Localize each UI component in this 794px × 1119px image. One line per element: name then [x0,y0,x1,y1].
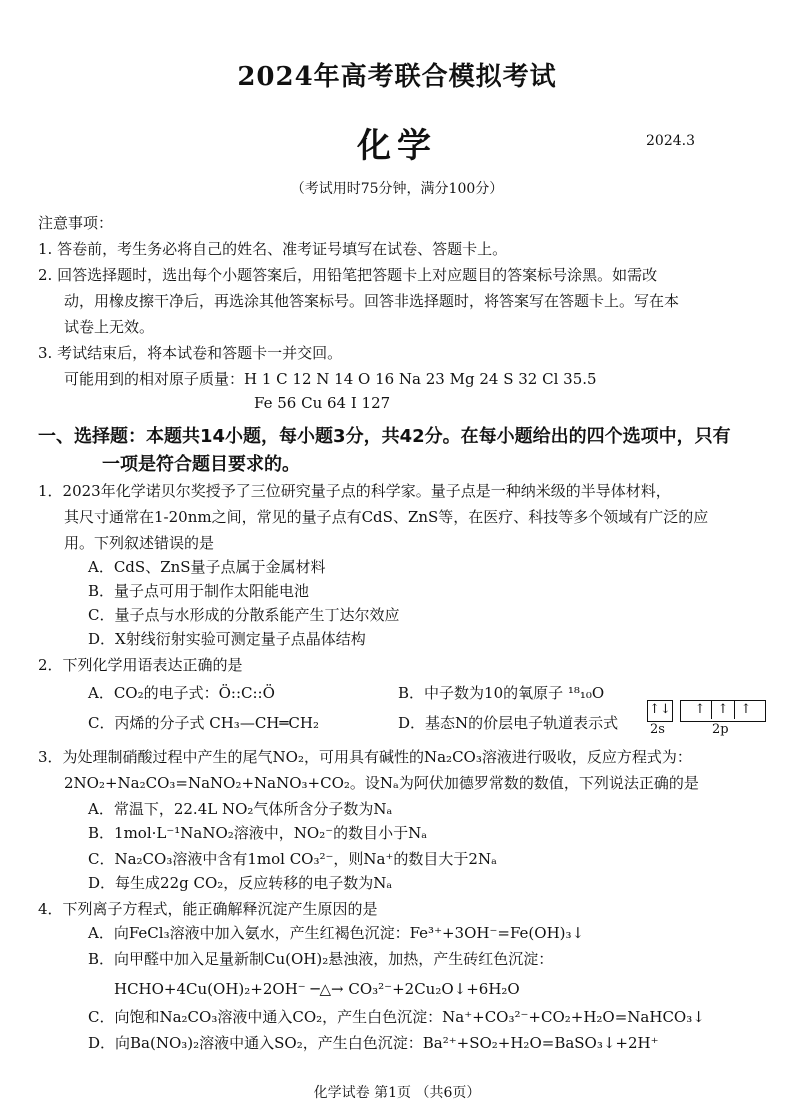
question-3-stem: 2NO₂+Na₂CO₃=NaNO₂+NaNO₃+CO₂。设Nₐ为阿伏加德罗常数的数值，下列说法正确的是 [64,774,699,792]
orbital-2s-electrons: ↑↓ [649,702,671,717]
option-c: C．Na₂CO₃溶液中含有1mol CO₃²⁻，则Na⁺的数目大于2Nₐ [88,850,497,868]
option-b: B．向甲醛中加入足量新制Cu(OH)₂悬浊液，加热，产生砖红色沉淀： [88,950,554,968]
atomic-masses: 可能用到的相对原子质量：H 1 C 12 N 14 O 16 Na 23 Mg 24 S 32 Cl 35.5 [64,370,597,388]
orbital-2s-label: 2s [650,722,665,737]
option-b: B．量子点可用于制作太阳能电池 [88,582,310,600]
note-item: 2. 回答选择题时，选出每个小题答案后，用铅笔把答题卡上对应题目的答案标号涂黑。如需改 [38,266,658,284]
option-b: B．中子数为10的氧原子 ¹⁸₁₀O [398,684,605,702]
orbital-2p-electron: ↑ [689,701,712,719]
option-c: C．量子点与水形成的分散系能产生丁达尔效应 [88,606,400,624]
section-heading: 一项是符合题目要求的。 [102,454,300,475]
equation: HCHO+4Cu(OH)₂+2OH⁻ ─△→ CO₃²⁻+2Cu₂O↓+6H₂O [114,980,520,998]
question-1-stem: 其尺寸通常在1-20nm之间，常见的量子点有CdS、ZnS等，在医疗、科技等多个领域有广泛的应 [64,508,709,526]
option-d: D．每生成22g CO₂，反应转移的电子数为Nₐ [88,874,393,892]
page-footer: 化学试卷 第1页 （共6页） [313,1085,481,1101]
subject-title: 化学 [357,126,437,166]
orbital-2p-box [680,700,766,722]
orbital-2s-box [647,700,673,722]
option-a: A．CO₂的电子式：Ö::C::Ö [88,684,275,702]
option-d: D．X射线衍射实验可测定量子点晶体结构 [88,630,366,648]
option-d: D．基态N的价层电子轨道表示式 [398,714,619,732]
note-item: 1. 答卷前，考生务必将自己的姓名、准考证号填写在试卷、答题卡上。 [38,240,508,258]
option-a: A．CdS、ZnS量子点属于金属材料 [88,558,326,576]
note-item: 动，用橡皮擦干净后，再选涂其他答案标号。回答非选择题时，将答案写在答题卡上。写在本 [64,292,680,310]
note-item: 试卷上无效。 [64,318,155,336]
orbital-2p-electron: ↑ [712,701,735,719]
exam-date: 2024.3 [646,133,695,149]
exam-duration: （考试用时75分钟，满分100分） [290,181,504,197]
notes-heading: 注意事项： [38,214,114,232]
question-1-stem: 1．2023年化学诺贝尔奖授予了三位研究量子点的科学家。量子点是一种纳米级的半导体材料， [38,482,671,500]
option-a: A．向FeCl₃溶液中加入氨水，产生红褐色沉淀：Fe³⁺+3OH⁻=Fe(OH)₃↓ [88,924,585,942]
question-1-stem: 用。下列叙述错误的是 [64,534,215,552]
orbital-2p-label: 2p [712,722,729,737]
option-b: B．1mol·L⁻¹NaNO₂溶液中，NO₂⁻的数目小于Nₐ [88,824,428,842]
option-a: A．常温下，22.4L NO₂气体所含分子数为Nₐ [88,800,393,818]
option-c: C．丙烯的分子式 CH₃—CH═CH₂ [88,714,319,732]
atomic-masses: Fe 56 Cu 64 I 127 [254,394,391,412]
question-2-stem: 2．下列化学用语表达正确的是 [38,656,243,674]
section-heading: 一、选择题：本题共14小题，每小题3分，共42分。在每小题给出的四个选项中，只有 [38,426,731,447]
exam-title: 2024年高考联合模拟考试 [237,62,557,92]
note-item: 3. 考试结束后，将本试卷和答题卡一并交回。 [38,344,343,362]
option-d: D．向Ba(NO₃)₂溶液中通入SO₂，产生白色沉淀：Ba²⁺+SO₂+H₂O=BaSO₃↓+2H⁺ [88,1034,659,1052]
orbital-2p-electron: ↑ [740,702,752,717]
option-c: C．向饱和Na₂CO₃溶液中通入CO₂，产生白色沉淀：Na⁺+CO₃²⁻+CO₂+H₂O=NaHCO₃↓ [88,1008,705,1026]
question-3-stem: 3．为处理制硝酸过程中产生的尾气NO₂，可用具有碱性的Na₂CO₃溶液进行吸收，反应方程式为： [38,748,692,766]
question-4-stem: 4．下列离子方程式，能正确解释沉淀产生原因的是 [38,900,378,918]
